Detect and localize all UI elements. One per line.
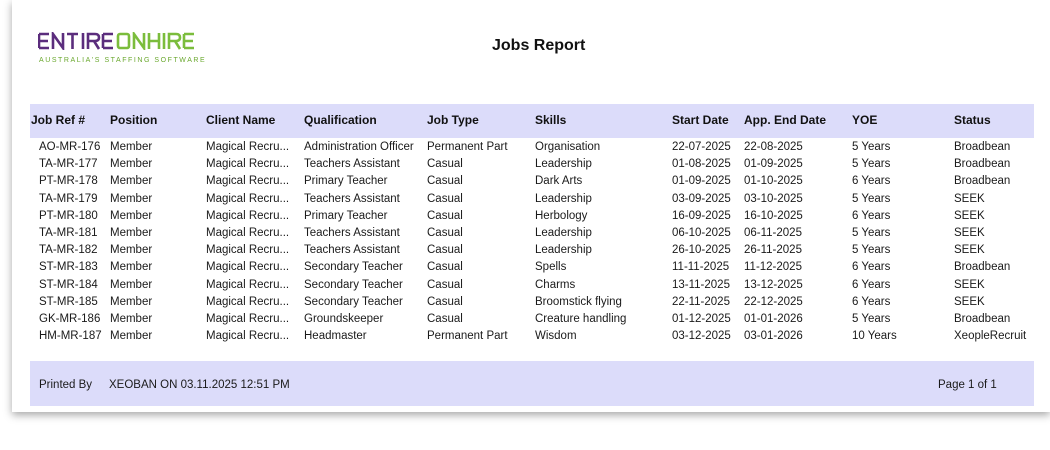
col-skills-cell: Broomstick flying — [535, 295, 622, 308]
col-app-end-date-cell: 01-01-2026 — [744, 313, 803, 325]
col-status-header: Status — [954, 113, 991, 127]
col-app-end-date-cell: 11-12-2025 — [744, 261, 802, 274]
table-row — [12, 312, 1050, 329]
col-job-type-cell: Permanent Part — [427, 141, 508, 153]
table-row — [12, 243, 1050, 260]
col-status-cell: SEEK — [954, 244, 985, 257]
col-start-date-cell: 06-10-2025 — [672, 227, 731, 239]
col-job-ref-cell: GK-MR-186 — [39, 313, 101, 325]
col-yoe-cell: 6 Years — [852, 261, 891, 274]
printed-by-label: Printed By — [39, 379, 93, 391]
col-job-ref-cell: PT-MR-178 — [39, 175, 98, 188]
col-start-date-cell: 13-11-2025 — [672, 278, 730, 291]
col-skills-cell: Leadership — [535, 227, 592, 239]
col-app-end-date-cell: 26-11-2025 — [744, 244, 802, 257]
col-yoe-cell: 5 Years — [852, 192, 891, 205]
col-position-header: Position — [110, 113, 158, 127]
col-qualification-cell: Groundskeeper — [304, 313, 384, 325]
col-client-name-cell: Magical Recru... — [206, 244, 290, 257]
col-skills-cell: Leadership — [535, 244, 592, 257]
col-job-type-cell: Casual — [427, 244, 463, 257]
col-qualification-cell: Secondary Teacher — [304, 295, 403, 308]
col-status-cell: XeopleRecruit — [954, 330, 1027, 343]
col-yoe-cell: 5 Years — [852, 227, 891, 239]
col-job-type-cell: Casual — [427, 175, 463, 188]
col-skills-header: Skills — [535, 113, 567, 127]
col-qualification-cell: Secondary Teacher — [304, 261, 403, 274]
table-row — [12, 295, 1050, 312]
col-qualification-cell: Primary Teacher — [304, 209, 388, 222]
col-position-cell: Member — [110, 192, 153, 205]
table-row — [12, 329, 1050, 346]
col-client-name-cell: Magical Recru... — [206, 158, 290, 171]
table-row — [12, 226, 1050, 243]
table-row — [12, 260, 1050, 277]
col-client-name-cell: Magical Recru... — [206, 330, 290, 343]
col-job-ref-header: Job Ref # — [31, 113, 86, 127]
col-status-cell: SEEK — [954, 278, 985, 291]
col-qualification-cell: Secondary Teacher — [304, 278, 403, 291]
report-title: Jobs Report — [492, 37, 586, 54]
page-info: Page 1 of 1 — [938, 379, 997, 391]
col-status-cell: Broadbean — [954, 158, 1011, 171]
col-start-date-cell: 22-07-2025 — [672, 141, 731, 153]
col-qualification-cell: Teachers Assistant — [304, 192, 400, 205]
col-job-ref-cell: HM-MR-187 — [39, 330, 102, 343]
table-row — [12, 209, 1050, 226]
col-status-cell: SEEK — [954, 227, 985, 239]
col-job-type-cell: Casual — [427, 278, 463, 291]
col-skills-cell: Creature handling — [535, 313, 627, 325]
col-job-type-header: Job Type — [427, 113, 479, 127]
col-start-date-cell: 01-08-2025 — [672, 158, 731, 171]
table-header-band — [30, 104, 1034, 138]
col-position-cell: Member — [110, 158, 153, 171]
col-app-end-date-cell: 22-08-2025 — [744, 141, 803, 153]
col-client-name-header: Client Name — [206, 113, 276, 127]
col-app-end-date-cell: 06-11-2025 — [744, 227, 802, 239]
col-position-cell: Member — [110, 278, 153, 291]
col-start-date-cell: 11-11-2025 — [672, 261, 730, 274]
col-start-date-header: Start Date — [672, 113, 729, 127]
table-row — [12, 140, 1050, 157]
col-status-cell: Broadbean — [954, 313, 1011, 325]
col-job-ref-cell: ST-MR-184 — [39, 278, 98, 291]
col-job-type-cell: Permanent Part — [427, 330, 508, 343]
col-job-ref-cell: TA-MR-177 — [39, 158, 98, 171]
company-logo — [38, 32, 213, 64]
col-position-cell: Member — [110, 209, 153, 222]
col-job-ref-cell: TA-MR-181 — [39, 227, 98, 239]
col-yoe-cell: 5 Years — [852, 141, 891, 153]
col-client-name-cell: Magical Recru... — [206, 313, 290, 325]
col-job-type-cell: Casual — [427, 209, 463, 222]
col-start-date-cell: 03-09-2025 — [672, 192, 731, 205]
col-qualification-cell: Teachers Assistant — [304, 158, 400, 171]
col-start-date-cell: 22-11-2025 — [672, 295, 730, 308]
col-job-ref-cell: ST-MR-183 — [39, 261, 98, 274]
col-qualification-cell: Teachers Assistant — [304, 227, 400, 239]
table-row — [12, 192, 1050, 209]
col-client-name-cell: Magical Recru... — [206, 175, 290, 188]
col-app-end-date-cell: 22-12-2025 — [744, 295, 803, 308]
col-app-end-date-cell: 16-10-2025 — [744, 209, 803, 222]
col-position-cell: Member — [110, 244, 153, 257]
col-job-ref-cell: ST-MR-185 — [39, 295, 98, 308]
col-start-date-cell: 16-09-2025 — [672, 209, 731, 222]
col-app-end-date-cell: 03-01-2026 — [744, 330, 803, 343]
col-client-name-cell: Magical Recru... — [206, 261, 290, 274]
col-skills-cell: Leadership — [535, 158, 592, 171]
table-row — [12, 174, 1050, 191]
col-position-cell: Member — [110, 295, 153, 308]
col-position-cell: Member — [110, 330, 153, 343]
col-qualification-cell: Headmaster — [304, 330, 367, 343]
col-client-name-cell: Magical Recru... — [206, 192, 290, 205]
col-skills-cell: Dark Arts — [535, 175, 583, 188]
col-skills-cell: Charms — [535, 278, 576, 291]
printed-by-value: XEOBAN ON 03.11.2025 12:51 PM — [109, 379, 290, 391]
col-position-cell: Member — [110, 261, 153, 274]
col-yoe-cell: 5 Years — [852, 158, 891, 171]
col-job-type-cell: Casual — [427, 261, 463, 274]
col-status-cell: Broadbean — [954, 141, 1011, 153]
col-skills-cell: Organisation — [535, 141, 601, 153]
col-start-date-cell: 03-12-2025 — [672, 330, 731, 343]
col-status-cell: SEEK — [954, 209, 985, 222]
col-status-cell: Broadbean — [954, 175, 1011, 188]
col-qualification-cell: Administration Officer — [304, 141, 414, 153]
col-yoe-cell: 6 Years — [852, 209, 891, 222]
col-position-cell: Member — [110, 141, 153, 153]
table-row — [12, 278, 1050, 295]
col-client-name-cell: Magical Recru... — [206, 141, 290, 153]
report-page — [12, 0, 1050, 412]
col-yoe-cell: 5 Years — [852, 244, 891, 257]
col-client-name-cell: Magical Recru... — [206, 295, 290, 308]
col-job-type-cell: Casual — [427, 192, 463, 205]
entireonhire-logo-icon — [38, 32, 213, 50]
col-job-ref-cell: TA-MR-179 — [39, 192, 98, 205]
col-app-end-date-cell: 01-09-2025 — [744, 158, 803, 171]
col-client-name-cell: Magical Recru... — [206, 209, 290, 222]
col-app-end-date-cell: 01-10-2025 — [744, 175, 803, 188]
col-start-date-cell: 01-12-2025 — [672, 313, 731, 325]
col-yoe-cell: 5 Years — [852, 313, 891, 325]
col-skills-cell: Spells — [535, 261, 567, 274]
col-status-cell: SEEK — [954, 295, 985, 308]
col-position-cell: Member — [110, 227, 153, 239]
col-job-ref-cell: AO-MR-176 — [39, 141, 101, 153]
col-yoe-cell: 6 Years — [852, 278, 891, 291]
col-app-end-date-header: App. End Date — [744, 113, 827, 127]
col-job-type-cell: Casual — [427, 227, 463, 239]
col-job-ref-cell: TA-MR-182 — [39, 244, 98, 257]
col-job-type-cell: Casual — [427, 158, 463, 171]
col-app-end-date-cell: 03-10-2025 — [744, 192, 803, 205]
col-yoe-cell: 6 Years — [852, 295, 891, 308]
col-qualification-cell: Primary Teacher — [304, 175, 388, 188]
col-qualification-cell: Teachers Assistant — [304, 244, 400, 257]
table-row — [12, 157, 1050, 174]
col-yoe-header: YOE — [852, 113, 878, 127]
col-position-cell: Member — [110, 175, 153, 188]
col-skills-cell: Leadership — [535, 192, 592, 205]
col-job-ref-cell: PT-MR-180 — [39, 209, 98, 222]
col-client-name-cell: Magical Recru... — [206, 227, 290, 239]
logo-tagline: AUSTRALIA'S STAFFING SOFTWARE — [39, 57, 207, 64]
col-status-cell: SEEK — [954, 192, 985, 205]
col-skills-cell: Herbology — [535, 209, 588, 222]
col-start-date-cell: 26-10-2025 — [672, 244, 731, 257]
col-status-cell: Broadbean — [954, 261, 1011, 274]
col-client-name-cell: Magical Recru... — [206, 278, 290, 291]
col-app-end-date-cell: 13-12-2025 — [744, 278, 803, 291]
col-job-type-cell: Casual — [427, 313, 463, 325]
col-start-date-cell: 01-09-2025 — [672, 175, 731, 188]
col-qualification-header: Qualification — [304, 113, 377, 127]
col-yoe-cell: 10 Years — [852, 330, 897, 343]
col-skills-cell: Wisdom — [535, 330, 577, 343]
col-position-cell: Member — [110, 313, 153, 325]
col-job-type-cell: Casual — [427, 295, 463, 308]
col-yoe-cell: 6 Years — [852, 175, 891, 188]
